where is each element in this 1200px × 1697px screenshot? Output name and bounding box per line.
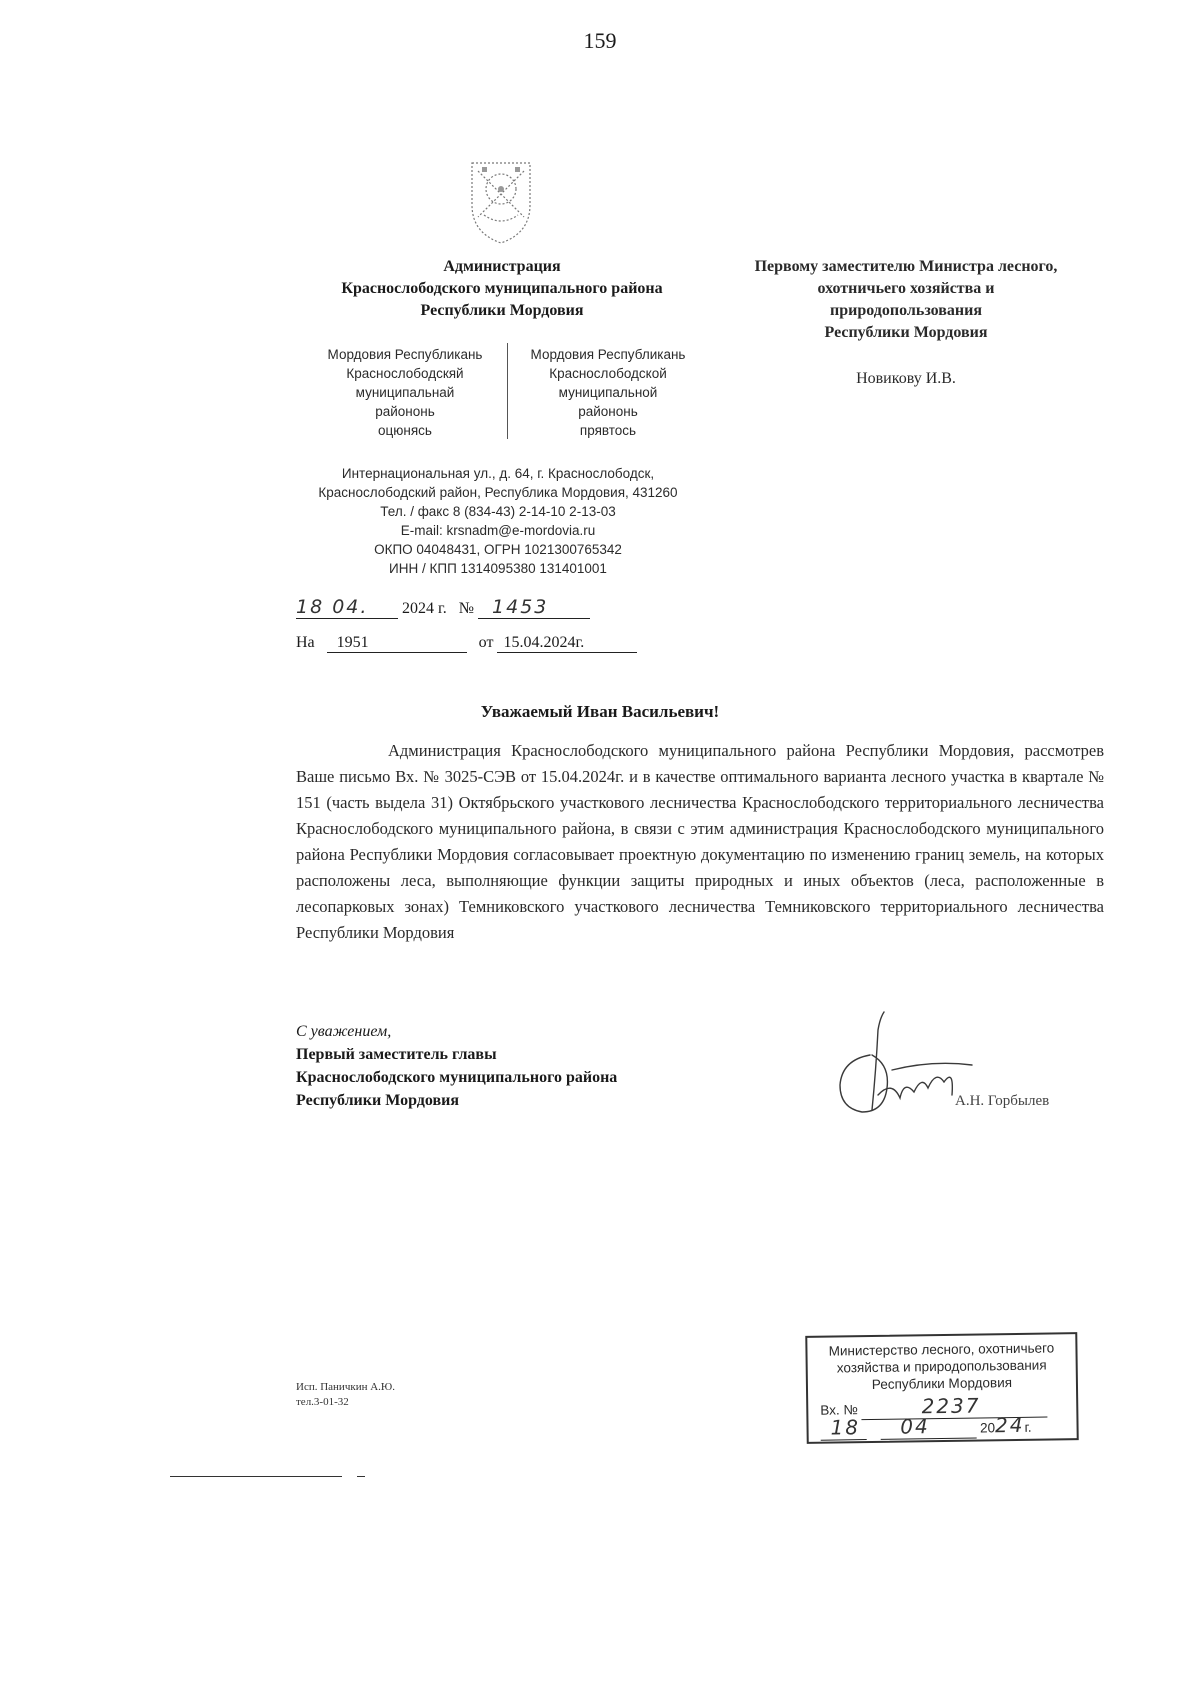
executor-name: Исп. Паничкин А.Ю. [296,1381,395,1393]
sender-organization [282,256,722,322]
contact-address-2: Краснослободский район, Республика Мордовия, 431260 [318,485,678,500]
position-line: Краснослободского муниципального района [296,1069,618,1086]
stamp-line: хозяйства и природопользования [836,1357,1047,1376]
mordovian-line: оцюнясь [378,423,432,438]
stamp-year-suffix: г. [1024,1419,1032,1435]
sender-contacts [292,464,704,578]
sender-line: Администрация [443,258,561,275]
mordovian-line: муниципальнай [355,385,455,400]
salutation: Уважаемый Иван Васильевич! [480,702,720,721]
outgoing-year: 2024 г. [402,600,447,617]
position-line: Первый заместитель главы [296,1046,497,1063]
contact-phone: Тел. / факс 8 (834-43) 2-14-10 2-13-03 [380,504,616,519]
mordovian-name-left [300,345,510,440]
mordovian-line: Мордовия Республикань [530,347,686,362]
addressee-line: Первому заместителю Министра лесного, [754,258,1058,275]
coat-of-arms-emblem [462,155,540,247]
incoming-stamp [805,1332,1078,1444]
footer-rule [170,1476,342,1477]
mordovian-line: Краснослободской [549,366,667,381]
closing-block [296,1020,756,1112]
addressee-line: Республики Мордовия [824,324,988,341]
reply-reference [296,634,637,653]
executor-phone: тел.3-01-32 [296,1396,349,1408]
stamp-date [820,1413,1031,1441]
reply-date: 15.04.2024г. [503,634,585,651]
executor-info [296,1380,395,1410]
stamp-in-label: Вх. № [820,1402,858,1418]
addressee-line: природопользования [830,302,982,319]
stamp-line: Министерство лесного, охотничьего [828,1340,1055,1359]
sender-line: Краснослободского муниципального района [341,280,663,297]
addressee-name: Новикову И.В. [856,370,956,387]
stamp-organization [807,1339,1076,1394]
letter-body: Администрация Краснослободского муниципального района Республики Мордовия, рассмотрев Ваше письмо Вх. № 3025-СЭВ от 15.04.2024г. и в качестве оптимального варианта лесного участка в квартале № 151 (часть выдела 31) Октябрьского участкового лесничества Краснослободского территориального лесничества Краснослободского муниципального района, в связи с этим администрация Краснослободского муниципального района Республики Мордовия согласовывает проектную документацию по изменению границ земель, на которых расположены леса, выполняющие функции защиты природных и иных объектов (леса, расположенные в лесопарковых зонах) Темниковского участкового лесничества Темниковского территориального лесничества Республики Мордовия [296,741,1104,942]
stamp-day-handwritten: 18 [830,1415,861,1440]
reply-number: 1951 [336,634,369,651]
addressee-line: охотничьего хозяйства и [817,280,995,297]
footer-rule-tick [357,1476,365,1477]
stamp-year-handwritten: 24 [994,1412,1025,1438]
outgoing-registration [296,596,590,619]
stamp-month-handwritten: 04 [900,1414,930,1439]
reply-from-label: от [478,634,494,651]
mordovian-line: муниципальной [558,385,658,400]
mordovian-line: Краснослободскяй [346,366,464,381]
mordovian-line: Мордовия Республикань [327,347,483,362]
mordovian-line: прявтось [579,423,637,438]
contact-address: Интернациональная ул., д. 64, г. Краснослободск, [341,466,655,481]
stamp-in-number-handwritten: 2237 [921,1393,981,1419]
signer-name: А.Н. Горбылев [955,1093,1050,1109]
outgoing-number-handwritten: 1453 [492,596,549,618]
outgoing-date-handwritten: 18 04. [296,596,369,618]
stamp-line: Республики Мордовия [871,1375,1013,1392]
mordovian-name-right [508,345,708,440]
stamp-year-prefix: 20 [979,1420,996,1436]
contact-inn-kpp: ИНН / КПП 1314095380 131401001 [389,561,607,576]
mordovian-line: райононь [578,404,638,419]
mordovian-line: райононь [375,404,435,419]
reply-label: На [296,634,315,651]
addressee-block [716,256,1096,344]
contact-email: E-mail: krsnadm@e-mordovia.ru [400,523,596,538]
closing-regards: С уважением, [296,1023,392,1040]
contact-okpo-ogrn: ОКПО 04048431, ОГРН 1021300765342 [374,542,622,557]
page-number: 159 [583,28,617,53]
sender-line: Республики Мордовия [420,302,584,319]
outgoing-number-label: № [458,600,475,617]
position-line: Республики Мордовия [296,1092,459,1109]
